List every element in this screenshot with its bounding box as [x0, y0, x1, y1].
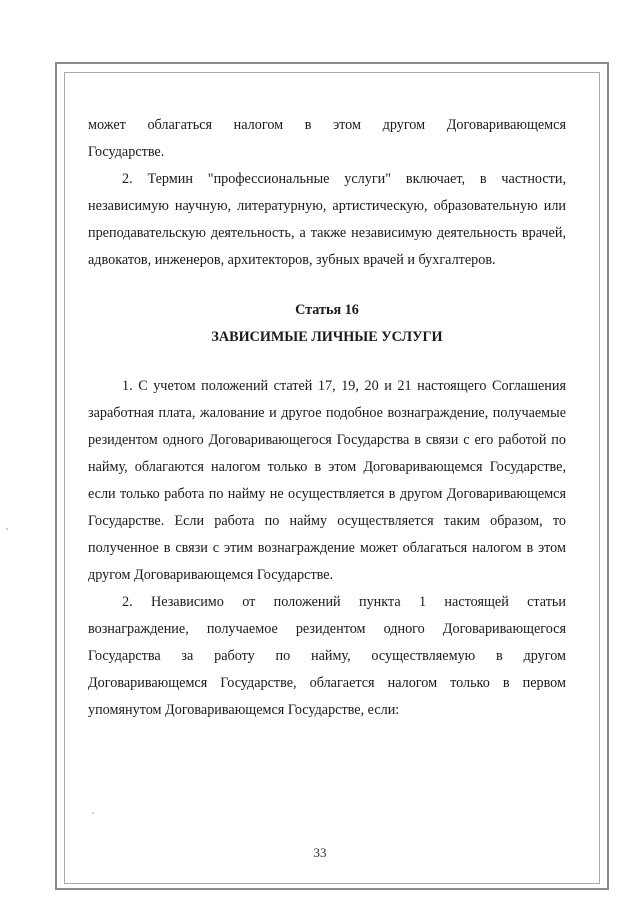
spacer	[88, 351, 566, 373]
article-number: Статья 16	[295, 302, 359, 318]
page-number: 33	[313, 845, 327, 860]
paragraph-clause-2: 2. Независимо от положений пункта 1 настоящей статьи вознаграждение, получаемое резидентом одного Договаривающегося Государства за работу по найму, осуществляемую в другом Договаривающемся Государстве, облагается налогом только в первом упомянутом Договаривающемся Государстве, если:	[88, 594, 566, 718]
paragraph-professional-services: 2. Термин "профессиональные услуги" включает, в частности, независимую научную, литературную, артистическую, образовательную или преподавательскую деятельность, а также независимую деятельность врачей, адвокатов, инженеров, архитекторов, зубных врачей и бухгалтеров.	[88, 171, 566, 268]
paragraph-continuation-end: Государстве.	[88, 144, 165, 160]
paragraph-continuation-line: может облагаться налогом в этом другом Договаривающемся	[88, 117, 566, 133]
scan-artifact	[6, 528, 8, 530]
paragraph-clause-1: 1. С учетом положений статей 17, 19, 20 и 21 настоящего Соглашения заработная плата, жалование и другое подобное вознаграждение, получаемые резидентом одного Договаривающегося Государства в связи с его работой по найму, облагаются налогом только в этом Договаривающемся Государстве, если только работа по найму не осуществляется в другом Договаривающемся Государстве. Если работа по найму осуществляется таким образом, то полученное в связи с этим вознаграждение может облагаться налогом в этом другом Договаривающемся Государстве.	[88, 378, 566, 583]
spacer	[88, 274, 566, 297]
document-body	[88, 112, 566, 724]
article-title: ЗАВИСИМЫЕ ЛИЧНЫЕ УСЛУГИ	[211, 329, 443, 345]
